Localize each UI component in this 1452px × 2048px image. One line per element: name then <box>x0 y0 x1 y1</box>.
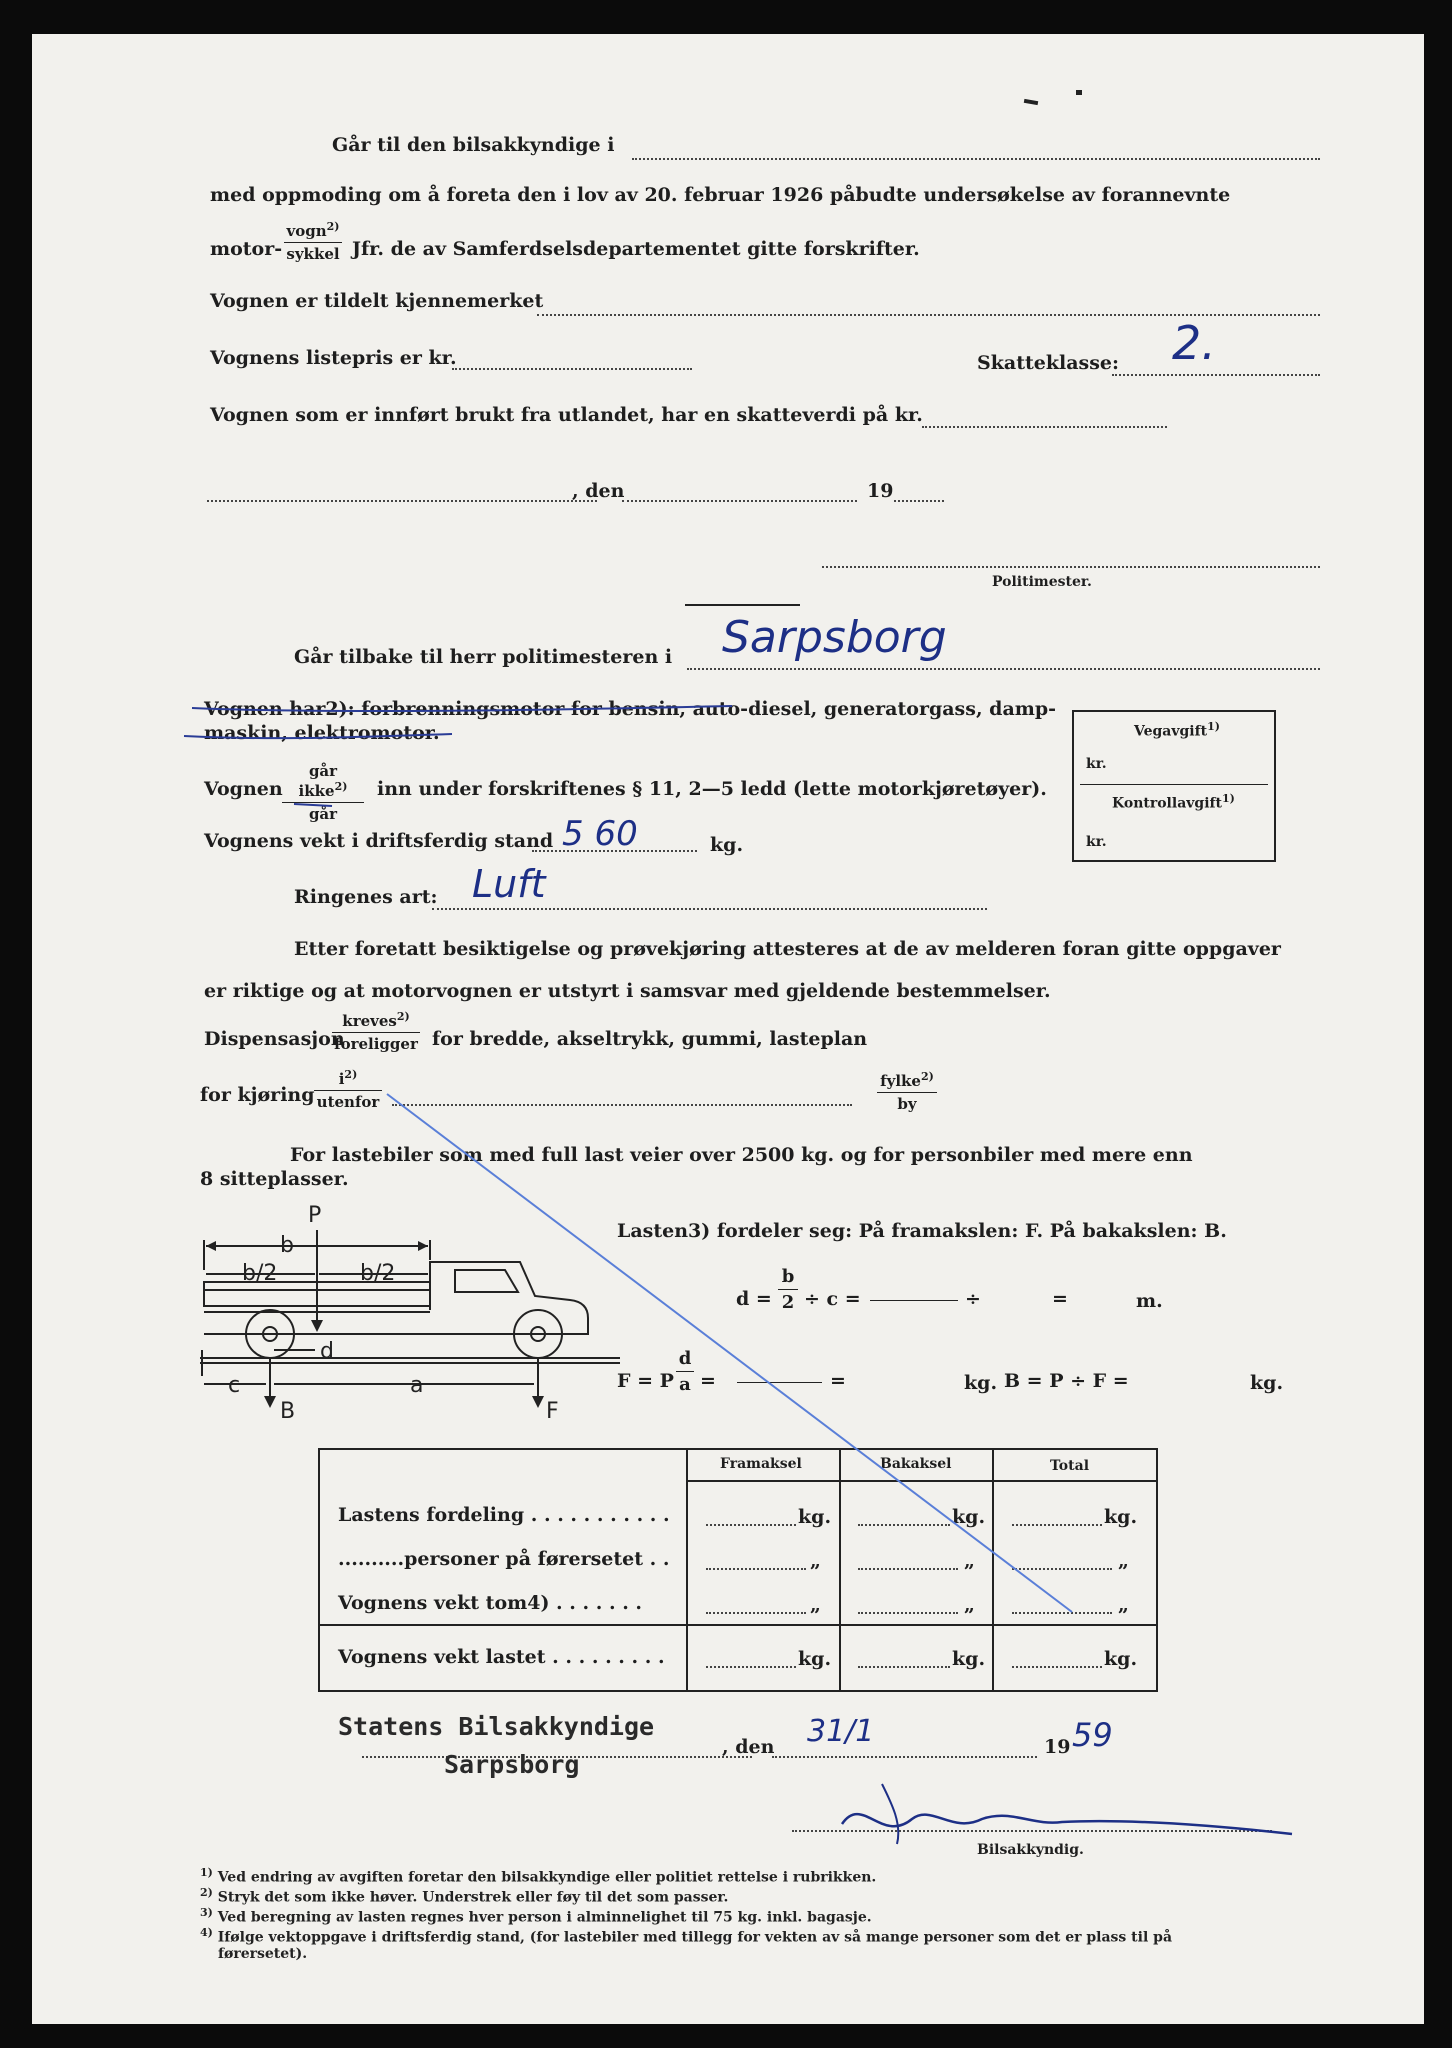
cell-r2-c1: „ <box>964 1594 975 1616</box>
oppmoding-text: med oppmoding om å foreta den i lov av 20. februar 1926 påbudte undersøkelse av forannevnte <box>210 184 1231 206</box>
politimester-label: Politimester. <box>992 574 1092 590</box>
cell-r3-c2: kg. <box>1104 1648 1138 1670</box>
bilsakkyndig-label: Bilsakkyndig. <box>977 1842 1084 1858</box>
formula-f-eq2: = <box>830 1370 846 1392</box>
ringer-label: Ringenes art: <box>294 886 438 908</box>
vognen-suffix: inn under forskriftenes § 11, 2—5 ledd (lette motorkjøretøyer). <box>377 778 1047 800</box>
den-label: , den <box>572 480 625 502</box>
diagram-label-B: B <box>280 1399 296 1420</box>
stamp-line2: Sarpsborg <box>444 1750 580 1779</box>
cell-r1-c0: „ <box>810 1550 821 1572</box>
formula-f-eq1: = <box>700 1370 716 1392</box>
diagonal-strike-line <box>32 34 1424 2024</box>
disp-suffix: for bredde, akseltrykk, gummi, lasteplan <box>432 1028 868 1050</box>
ringer-value: Luft <box>472 862 546 906</box>
vognen-har-line1: Vognen har2): forbrenningsmotor for bensin, auto-diesel, generatorgass, damp- <box>204 698 1057 720</box>
header-bakaksel: Bakaksel <box>880 1456 952 1472</box>
dispensasjon-label: Dispensasjon <box>204 1028 345 1050</box>
diagram-label-a: a <box>410 1373 424 1398</box>
formula-f-kg1: kg. <box>964 1372 998 1394</box>
cell-r0-c2: kg. <box>1104 1506 1138 1528</box>
attest-line2: er riktige og at motorvognen er utstyrt i samsvar med gjeldende bestemmelser. <box>204 980 1051 1002</box>
skatteklasse-label: Skatteklasse: <box>977 352 1120 374</box>
skatteverdi-label: Vognen som er innført brukt fra utlandet, har en skatteverdi på kr. <box>210 404 923 426</box>
gaar-fraction: går ikke$^{2)}$ går <box>282 762 364 823</box>
footnote-1: $^{1)}$ Ved endring av avgiften foretar den bilsakkyndige eller politiet rettelse i rubrikken. <box>200 1866 877 1886</box>
footnote-3: $^{3)}$ Ved beregning av lasten regnes hver person i alminnelighet til 75 kg. inkl. bagasje. <box>200 1906 872 1926</box>
diagram-label-b-half-right: b/2 <box>360 1261 396 1286</box>
formula-d-op: ÷ <box>965 1288 981 1310</box>
diagram-label-c: c <box>228 1373 241 1398</box>
cell-r1-c2: „ <box>1118 1550 1129 1572</box>
kjoring-fraction: $i^{2)}$ utenfor <box>314 1068 382 1111</box>
vegavgift-kr: kr. <box>1086 756 1107 772</box>
diagram-label-F: F <box>546 1399 559 1420</box>
row-vekt-tom-label: Vognens vekt tom4) . . . . . . . <box>338 1592 643 1614</box>
vekt-value: 5 60 <box>562 814 638 854</box>
bilsakkyndig-signature <box>822 1764 1302 1854</box>
header-total: Total <box>1050 1458 1090 1474</box>
motor-suffix: Jfr. de av Samferdselsdepartementet gitte forskrifter. <box>352 238 920 260</box>
vognen-prefix: Vognen <box>204 778 283 800</box>
footnote-4: $^{4)}$ Ifølge vektoppgave i driftsferdig stand, (for lastebiler med tillegg for vekten av så mange personer som det er plass til på <box>200 1926 1173 1946</box>
lastebil-line2: 8 sitteplasser. <box>200 1168 349 1190</box>
formula-d-eq: = <box>1052 1288 1068 1310</box>
header-framaksel: Framaksel <box>720 1456 802 1472</box>
formula-f-kg2: kg. <box>1250 1372 1284 1394</box>
cell-r2-c0: „ <box>810 1594 821 1616</box>
gaar-tilbake-label: Går tilbake til herr politimesteren i <box>294 646 673 668</box>
fylke-fraction: fylke$^{2)}$ by <box>877 1070 937 1113</box>
stamp-line1: Statens Bilsakkyndige <box>338 1712 655 1741</box>
kontrollavgift-label: Kontrollavgift$^{1)}$ <box>1112 792 1235 812</box>
disp-fraction: kreves$^{2)}$ foreligger <box>332 1010 420 1053</box>
gaar-tilbake-signature: Sarpsborg <box>722 612 947 663</box>
vognen-har-line2: maskin, elektromotor. <box>204 722 440 744</box>
formula-d-unit: m. <box>1136 1290 1163 1312</box>
bottom-den-label: , den <box>722 1736 775 1758</box>
bottom-date-value: 31/1 <box>807 1714 875 1749</box>
formula-f-fraction: $\frac{d}{a}$ <box>676 1348 694 1395</box>
cell-r3-c1: kg. <box>952 1648 986 1670</box>
footnote-2: $^{2)}$ Stryk det som ikke høver. Understrek eller føy til det som passer. <box>200 1886 729 1906</box>
bottom-year-value: 59 <box>1072 1716 1113 1754</box>
row-vekt-lastet-label: Vognens vekt lastet . . . . . . . . . <box>338 1646 665 1668</box>
lasten-line: Lasten3) fordeler seg: På framakslen: F. På bakakslen: B. <box>617 1220 1227 1242</box>
diagram-label-p: P <box>308 1203 322 1228</box>
vegavgift-label: Vegavgift$^{1)}$ <box>1134 720 1220 740</box>
lastebil-line1: For lastebiler som med full last veier over 2500 kg. og for personbiler med mere enn <box>290 1144 1193 1166</box>
kontrollavgift-kr: kr. <box>1086 834 1107 850</box>
gaar-til-label: Går til den bilsakkyndige i <box>332 134 615 156</box>
diagram-label-b: b <box>280 1233 294 1258</box>
vekt-label: Vognens vekt i driftsferdig stand <box>204 830 554 852</box>
vekt-unit: kg. <box>710 834 744 856</box>
bottom-date-field[interactable] <box>772 1756 1037 1758</box>
formula-f-left: F = P <box>617 1370 674 1392</box>
footnote-4-cont: førersetet). <box>218 1946 308 1962</box>
bottom-year-prefix: 19 <box>1044 1736 1071 1758</box>
formula-d-left: d = <box>736 1288 772 1310</box>
year-label: 19 <box>867 480 894 502</box>
kjoring-label: for kjøring <box>200 1084 315 1106</box>
cell-r0-c1: kg. <box>952 1506 986 1528</box>
cell-r1-c1: „ <box>964 1550 975 1572</box>
listepris-label: Vognens listepris er kr. <box>210 347 457 369</box>
formula-d-right: ÷ c = <box>804 1288 861 1310</box>
diagram-label-b-half-left: b/2 <box>242 1261 278 1286</box>
attest-line1: Etter foretatt besiktigelse og prøvekjøring attesteres at de av melderen foran gitte oppgaver <box>294 938 1281 960</box>
cell-r2-c2: „ <box>1118 1594 1129 1616</box>
formula-d-fraction: $\frac{b}{2}$ <box>778 1266 798 1313</box>
row-personer-label: ..........personer på førersetet . . <box>338 1548 670 1570</box>
skatteklasse-value: 2. <box>1172 316 1216 370</box>
cell-r0-c0: kg. <box>798 1506 832 1528</box>
motor-prefix: motor- <box>210 238 283 260</box>
row-lastens-fordeling-label: Lastens fordeling . . . . . . . . . . . <box>338 1504 670 1526</box>
motor-fraction: vogn$^{2)}$ sykkel <box>284 220 342 263</box>
formula-b: B = P ÷ F = <box>1004 1370 1129 1392</box>
diagram-label-d: d <box>320 1339 334 1364</box>
form-page <box>32 34 1424 2024</box>
kjennemerket-label: Vognen er tildelt kjennemerket <box>210 290 544 312</box>
cell-r3-c0: kg. <box>798 1648 832 1670</box>
